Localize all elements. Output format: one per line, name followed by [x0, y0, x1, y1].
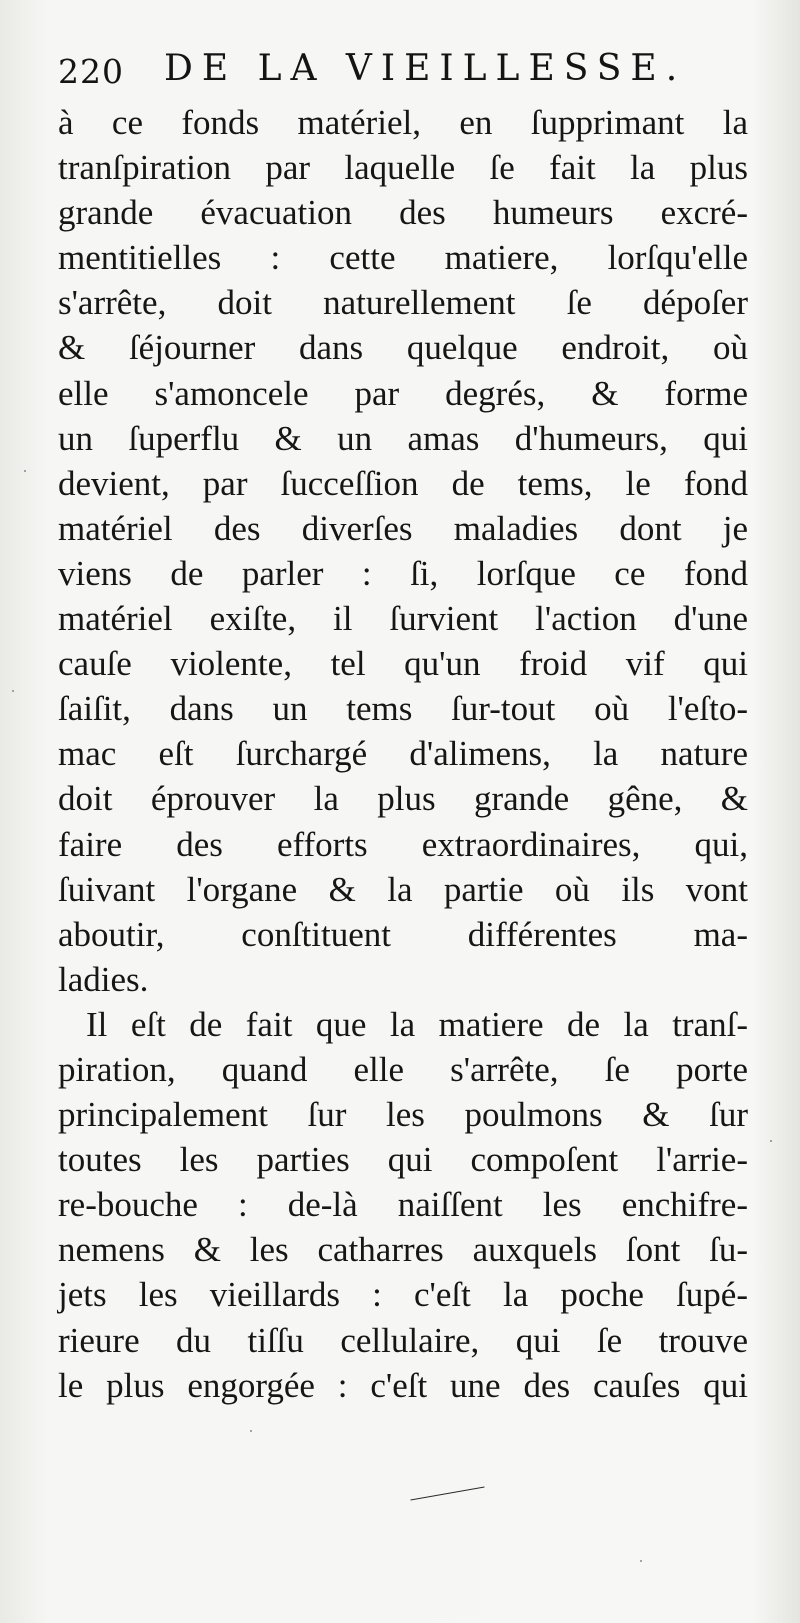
text-line: mentitielles : cette matiere, lorſqu'elle [58, 238, 748, 278]
text-line: & ſéjourner dans quelque endroit, où [58, 328, 748, 368]
text-line: mac eſt ſurchargé d'alimens, la nature [58, 734, 748, 774]
text-line: s'arrête, doit naturellement ſe dépoſer [58, 283, 748, 323]
text-line: aboutir, conſtituent différentes ma- [58, 914, 748, 954]
text-line: à ce fonds matériel, en ſupprimant la [58, 103, 748, 142]
text-line: doit éprouver la plus grande gêne, & [58, 779, 748, 819]
text-line: jets les vieillards : c'eſt la poche ſupé- [58, 1275, 748, 1315]
text-line: toutes les parties qui compoſent l'arrie- [58, 1140, 748, 1180]
text-line: cauſe violente, tel qu'un froid vif qui [58, 644, 748, 684]
paper-speck [12, 690, 14, 692]
text-line: le plus engorgée : c'eſt une des cauſes qui [58, 1365, 748, 1405]
text-line: rieure du tiſſu cellulaire, qui ſe trouve [58, 1320, 748, 1360]
text-line: re-bouche : de-là naiſſent les enchifre- [58, 1185, 748, 1225]
page-header [58, 46, 748, 96]
text-line: ſaiſit, dans un tems ſur-tout où l'eſto- [58, 689, 748, 729]
text-line: Il eſt de fait que la matiere de la tranſ- [86, 1004, 748, 1044]
text-line: faire des efforts extraordinaires, qui, [58, 824, 748, 864]
paper-speck [770, 1140, 772, 1142]
text-line: piration, quand elle s'arrête, ſe porte [58, 1049, 748, 1089]
text-line: matériel exiſte, il ſurvient l'action d'une [58, 599, 748, 639]
paper-speck [640, 1560, 642, 1562]
text-line: ſuivant l'organe & la partie où ils vont [58, 869, 748, 909]
text-line: ladies. [58, 959, 149, 999]
text-line: nemens & les catharres auxquels ſont ſu- [58, 1230, 748, 1270]
text-line: viens de parler : ſi, lorſque ce fond [58, 553, 748, 593]
text-line: principalement ſur les poulmons & ſur [58, 1095, 748, 1135]
text-line: devient, par ſucceſſion de tems, le fond [58, 463, 748, 503]
text-line: un ſuperflu & un amas d'humeurs, qui [58, 418, 748, 458]
page-number: 220 [58, 52, 124, 91]
paper-speck [250, 1430, 252, 1432]
paper-speck [24, 470, 26, 472]
text-line: grande évacuation des humeurs excré- [58, 193, 748, 233]
running-title: DE LA VIEILLESSE. [164, 48, 687, 89]
body-text [58, 100, 748, 1408]
text-line: elle s'amoncele par degrés, & forme [58, 373, 748, 413]
text-line: tranſpiration par laquelle ſe fait la plus [58, 148, 748, 188]
text-line: matériel des diverſes maladies dont je [58, 508, 748, 548]
